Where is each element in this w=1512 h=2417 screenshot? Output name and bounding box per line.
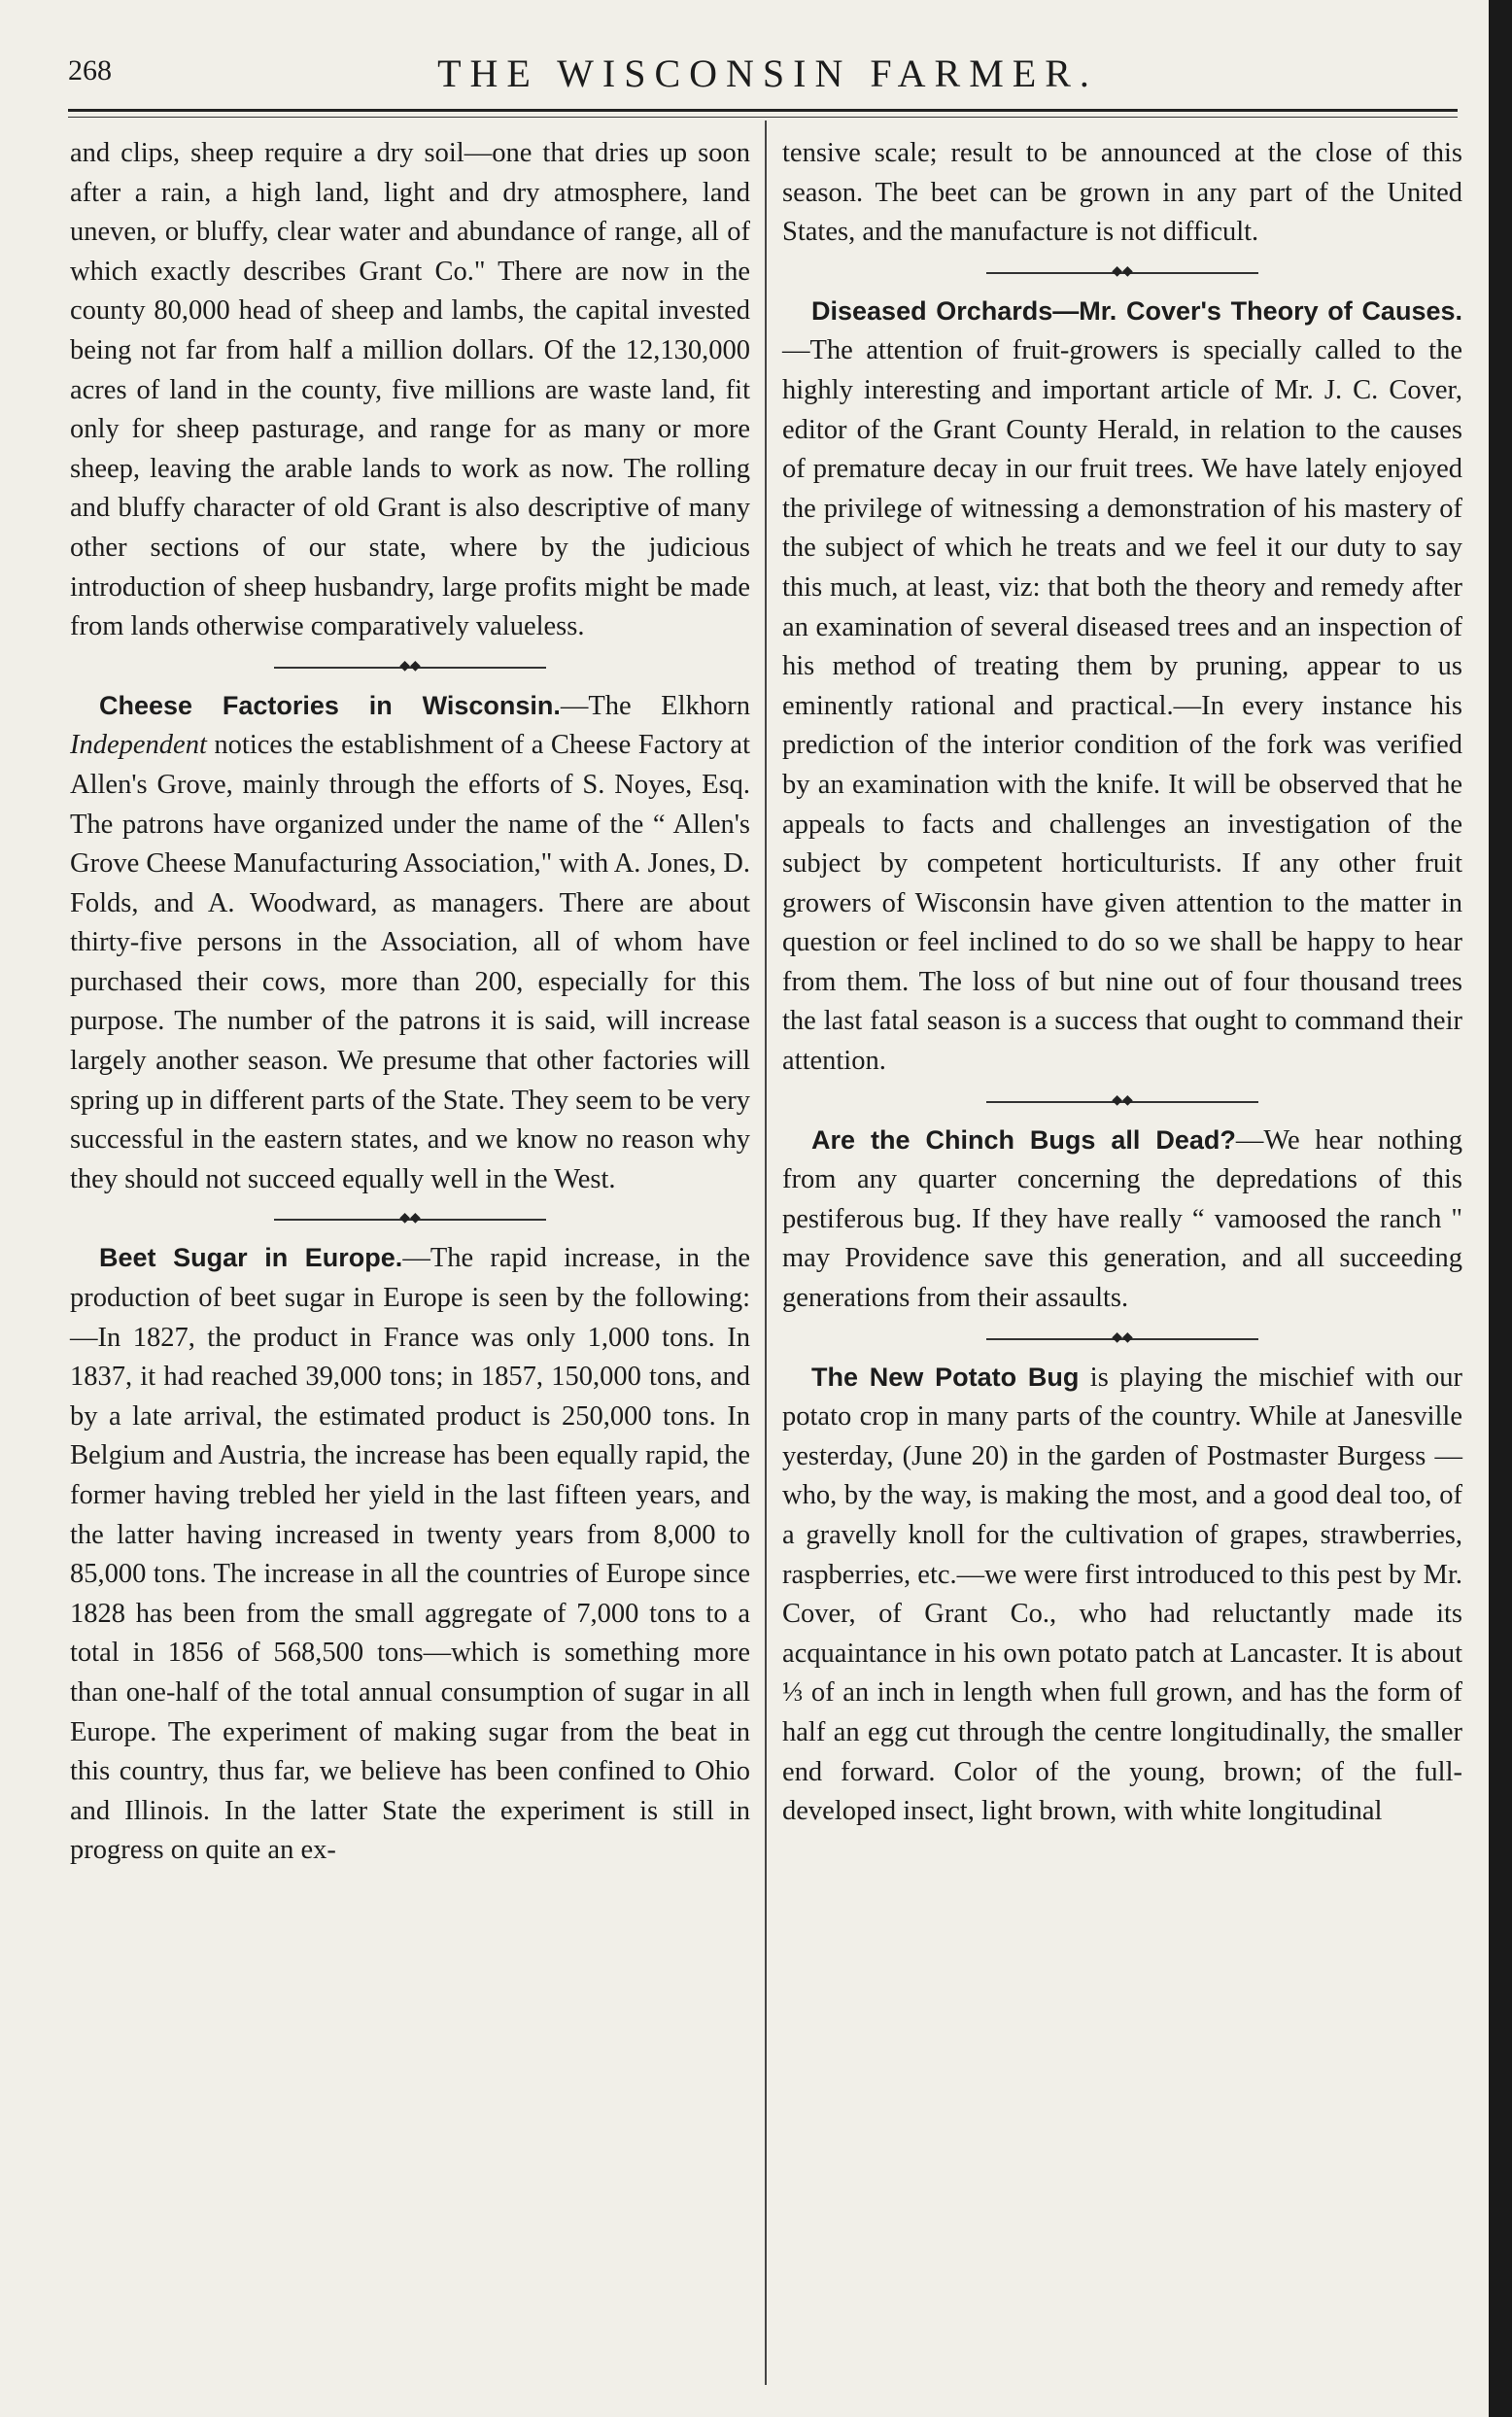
article-body: is playing the mischief with our potato crop in many parts of the country. While at Janesville yesterday, (June 20) in the garden of Postmaster Burgess —who, by the way, is making the most, and a good deal too, of a gravelly knoll for the cultivation of grapes, strawberries, raspberries, etc.—we were first introduced to this pest by Mr. Cover, of Grant Co., who had reluctantly made its acquaintance in his own potato patch at Lancaster. It is about ⅓ of an inch in length when full grown, and has the form of half an egg cut through the centre longitudinally, the smaller end forward. Color of the young, brown; of the full-developed insect, light brown, with white longitudinal [782, 1362, 1463, 1827]
article-separator [782, 1319, 1462, 1358]
article-paragraph [782, 1121, 1462, 1319]
article-heading: Diseased Orchards—Mr. Cover's Theory of Causes. [811, 295, 1462, 326]
article-body: notices the establishment of a Cheese Factory at Allen's Grove, mainly through the efforts of S. Noyes, Esq. The patrons have organized under the name of the “ Allen's Grove Cheese Manufacturing Association," with A. Jones, D. Folds, and A. Woodward, as managers. There are about thirty-five persons in the Association, all of whom have purchased their cows, more than 200, especially for this purpose. The number of the patrons it is said, will increase largely another season. We presume that other factories will spring up in different parts of the State. They seem to be very successful in the eastern states, and we know no reason why they should not succeed equally well in the West. [70, 730, 750, 1194]
article-paragraph [70, 1238, 750, 1871]
article-body: —The rapid increase, in the production of beet sugar in Europe is seen by the following:—In 1827, the product in France was only 1,000 tons. In 1837, it had reached 39,000 tons; in 1857, 150,000 tons, and by a late arrival, the estimated product is 250,000 tons. In Belgium and Austria, the increase has been equally rapid, the former having trebled her yield in the last fifteen years, and the latter having increased in twenty years from 8,000 to 85,000 tons. The increase in all the countries of Europe since 1828 has been from the small aggregate of 7,000 tons to a total in 1856 of 568,500 tons—which is something more than one-half of the total annual consumption of sugar in all Europe. The experiment of making sugar from the beat in this country, thus far, we believe has been confined to Ohio and Illinois. In the latter State the experiment is still in progress on quite an ex- [70, 1243, 750, 1866]
article-cheese-factories [70, 686, 750, 1200]
right-column [782, 134, 1462, 1832]
article-paragraph [782, 292, 1462, 1082]
article-body: —The attention of fruit-growers is specially called to the highly interesting and important article of Mr. J. C. Cover, editor of the Grant County Herald, in relation to the causes of premature decay in our fruit trees. We have lately enjoyed the privilege of witnessing a demonstration of his mastery of the subject of which he treats and we feel it our duty to say this much, at least, viz: that both the theory and remedy after an examination of several diseased trees and an inspection of his method of treating them by pruning, appear to us eminently rational and practical.—In every instance his prediction of the interior condition of the fork was verified by an examination with the knife. It will be observed that he appeals to facts and challenges an investigation of the subject by competent horticulturists. If any other fruit growers of Wisconsin have given attention to the matter in question or feel inclined to do so we shall be happy to hear from them. The loss of but nine out of four thousand trees the last fatal season is a success that ought to command their attention. [782, 335, 1462, 1077]
left-column [70, 134, 750, 1871]
source-name: Independent [70, 730, 207, 761]
article-separator [70, 647, 750, 686]
article-separator [782, 253, 1462, 292]
continued-article [70, 134, 750, 647]
article-heading: Are the Chinch Bugs all Dead? [811, 1124, 1236, 1155]
running-title: THE WISCONSIN FARMER. [437, 52, 1098, 95]
continued-article [782, 134, 1462, 253]
article-separator [782, 1082, 1462, 1121]
column-divider [765, 121, 767, 2385]
article-body: —The Elkhorn [560, 690, 750, 721]
article-heading: The New Potato Bug [811, 1362, 1080, 1392]
article-body: —We hear nothing from any quarter concerning the depredations of this pestiferous bug. If they have really “ vamoosed the ranch " may Providence save this generation, and all succeeding generations from their assaults. [782, 1124, 1462, 1314]
article-body: tensive scale; result to be announced at the close of this season. The beet can be grown in any part of the United States, and the manufacture is not difficult. [782, 138, 1462, 248]
header-rule [68, 109, 1458, 112]
article-heading: Cheese Factories in Wisconsin. [99, 690, 561, 720]
article-paragraph [70, 686, 750, 1200]
page-header [68, 51, 1467, 109]
article-diseased-orchards [782, 292, 1462, 1082]
page-edge [1489, 0, 1512, 2417]
article-beet-sugar [70, 1238, 750, 1871]
article-potato-bug [782, 1358, 1462, 1832]
page-number: 268 [68, 54, 112, 86]
header-rule-thin [68, 117, 1458, 118]
article-chinch-bugs [782, 1121, 1462, 1319]
article-body: and clips, sheep require a dry soil—one that dries up soon after a rain, a high land, light and dry atmosphere, land uneven, or bluffy, clear water and abundance of range, all of which exactly describes Grant Co." There are now in the county 80,000 head of sheep and lambs, the capital invested being not far from half a million dollars. Of the 12,130,000 acres of land in the county, five millions are waste land, fit only for sheep pasturage, and range for as many or more sheep, leaving the arable lands to work as now. The rolling and bluffy character of old Grant is also descriptive of many other sections of our state, where by the judicious introduction of sheep husbandry, large profits might be made from lands otherwise comparatively valueless. [70, 138, 750, 642]
article-heading: Beet Sugar in Europe. [99, 1243, 403, 1273]
article-paragraph [782, 1358, 1462, 1832]
article-separator [70, 1199, 750, 1238]
